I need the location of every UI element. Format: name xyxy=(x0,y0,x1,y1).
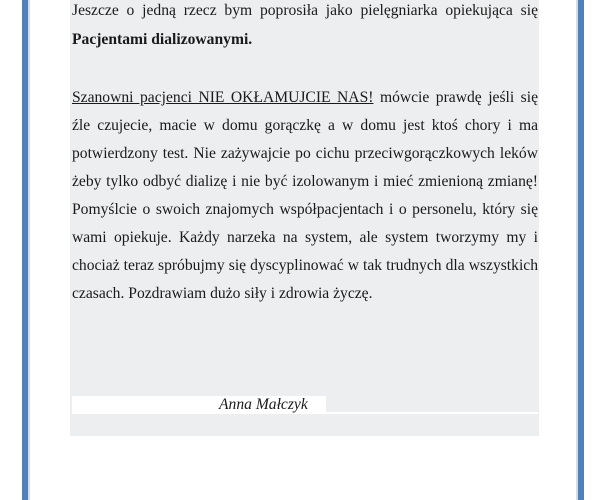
appeal-underlined: Szanowni pacjenci NIE OKŁAMUJCIE NAS! xyxy=(72,89,374,106)
appeal-body: mówcie prawdę jeśli się źle czujecie, macie w domu gorączkę a w domu jest ktoś chory i ma potwierdzony test. Nie zażywajcie po cichu przeciwgorączkowych leków żeby tylko odbyć dializę i nie być izolowanym i mieć zmienioną zmianę! Pomyślcie o swoich znajomych współpacjentach i o personelu, który się wami opiekuje. Każdy narzeka na system, ale system tworzymy my i chociaż teraz spróbujmy się dyscyplinować w tak trudnych dla wszystkich czasach. Pozdrawiam dużo siły i zdrowia życzę. xyxy=(72,89,538,302)
intro-bold: Pacjentami dializowanymi. xyxy=(72,31,253,48)
page-border-left xyxy=(22,0,28,500)
page-border-right xyxy=(578,0,584,500)
intro-line: Jeszcze o jedną rzecz bym poprosiła jako pielęgniarka opiekująca się xyxy=(72,2,538,19)
signature-strip-gap xyxy=(326,396,538,412)
appeal-paragraph xyxy=(72,84,538,308)
signature: Anna Małczyk xyxy=(219,396,308,413)
